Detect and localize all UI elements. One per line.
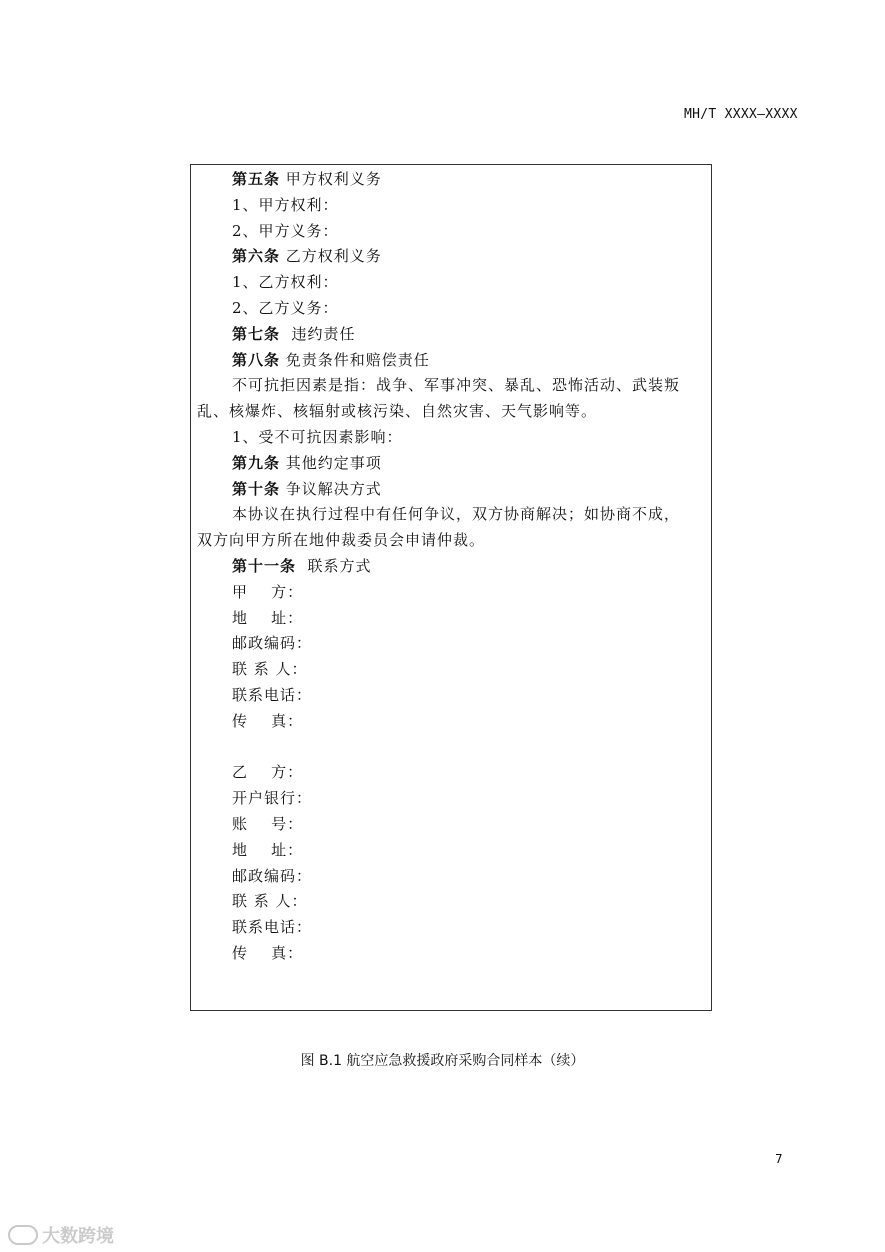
- line-text: 甲方权利义务: [280, 170, 382, 188]
- contract-line: [232, 789, 312, 807]
- line-text: 地 址：: [232, 609, 304, 627]
- document-code: MH/T XXXX—XXXX: [684, 107, 798, 122]
- line-text: 乙 方：: [232, 763, 304, 781]
- article-heading: 第十条: [232, 480, 281, 498]
- line-text: 免责条件和赔偿责任: [280, 351, 430, 369]
- line-text: 乙方权利义务: [280, 247, 382, 265]
- line-text: 传 真：: [232, 712, 304, 730]
- contract-line: [232, 763, 303, 781]
- contract-line: [232, 247, 382, 265]
- contract-line: [232, 918, 312, 936]
- contract-line: [232, 583, 303, 601]
- line-text: 其他约定事项: [280, 454, 382, 472]
- line-text: 2、乙方义务：: [232, 299, 339, 317]
- contract-line: [232, 351, 430, 369]
- line-text: 不可抗拒因素是指：战争、军事冲突、暴乱、恐怖活动、武装叛: [232, 376, 681, 394]
- contract-line: [232, 196, 339, 214]
- contract-line: [232, 686, 312, 704]
- line-text: 开户银行：: [232, 789, 313, 807]
- contract-line: [197, 531, 485, 549]
- line-text: 联系方式: [296, 557, 372, 575]
- article-heading: 第九条: [232, 454, 281, 472]
- line-text: 甲 方：: [232, 583, 304, 601]
- article-heading: 第六条: [232, 247, 281, 265]
- contract-line: [232, 505, 680, 523]
- contract-line: [232, 609, 303, 627]
- contract-line: [232, 480, 382, 498]
- line-text: 1、乙方权利：: [232, 273, 339, 291]
- line-text: 争议解决方式: [280, 480, 382, 498]
- line-text: 传 真：: [232, 944, 304, 962]
- article-heading: 第七条: [232, 325, 281, 343]
- line-text: 乱、核爆炸、核辐射或核污染、自然灾害、天气影响等。: [197, 402, 598, 420]
- line-text: 联 系 人：: [232, 892, 308, 910]
- contract-line: [232, 557, 372, 575]
- line-text: 本协议在执行过程中有任何争议，双方协商解决；如协商不成，: [232, 505, 681, 523]
- line-text: 违约责任: [280, 325, 356, 343]
- contract-line: [232, 222, 339, 240]
- line-text: 邮政编码：: [232, 634, 313, 652]
- contract-line: [232, 428, 403, 446]
- line-text: 联系电话：: [232, 918, 313, 936]
- contract-line: [232, 634, 312, 652]
- contract-line: [232, 841, 303, 859]
- page-number: 7: [775, 1152, 783, 1166]
- contract-line: [232, 299, 339, 317]
- line-text: 邮政编码：: [232, 867, 313, 885]
- article-heading: 第五条: [232, 170, 281, 188]
- contract-line: [232, 170, 382, 188]
- article-heading: 第八条: [232, 351, 281, 369]
- line-text: 2、甲方义务：: [232, 222, 339, 240]
- line-text: 联系电话：: [232, 686, 313, 704]
- contract-line: [232, 273, 339, 291]
- line-text: 地 址：: [232, 841, 304, 859]
- watermark-logo-icon: [8, 1225, 38, 1245]
- line-text: 1、受不可抗因素影响：: [232, 428, 403, 446]
- watermark-text: 大数跨境: [42, 1226, 114, 1247]
- contract-line: [232, 712, 303, 730]
- line-text: 1、甲方权利：: [232, 196, 339, 214]
- contract-line: [232, 454, 382, 472]
- contract-line: [197, 402, 597, 420]
- line-text: 联 系 人：: [232, 660, 308, 678]
- contract-line: [232, 325, 356, 343]
- contract-line: [232, 815, 303, 833]
- figure-caption: 图 B.1 航空应急救援政府采购合同样本（续）: [300, 1053, 585, 1069]
- contract-line: [232, 376, 680, 394]
- article-heading: 第十一条: [232, 557, 297, 575]
- contract-line: [232, 892, 308, 910]
- contract-line: [232, 867, 312, 885]
- line-text: 双方向甲方所在地仲裁委员会申请仲裁。: [197, 531, 486, 549]
- contract-line: [232, 944, 303, 962]
- contract-line: [232, 660, 308, 678]
- line-text: 账 号：: [232, 815, 304, 833]
- watermark: [8, 1222, 114, 1248]
